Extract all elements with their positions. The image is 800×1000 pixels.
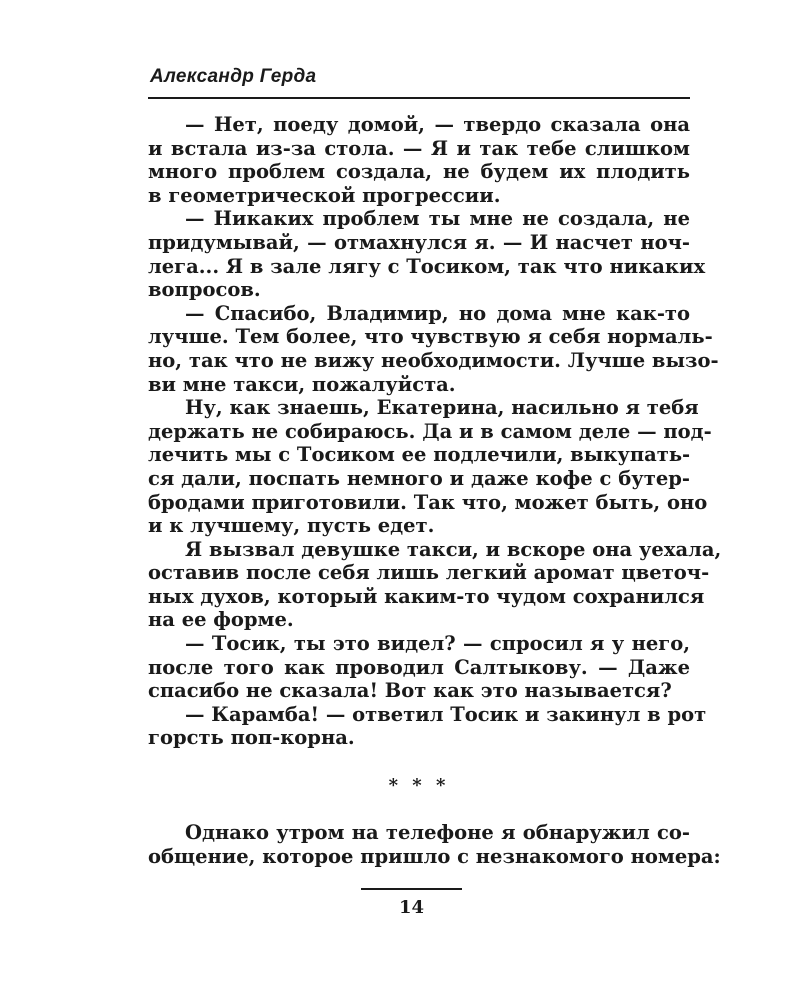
text-line: много проблем создала, не будем их плодить [148, 160, 690, 184]
paragraph [148, 632, 690, 703]
final-paragraph [148, 821, 721, 868]
text-line: лечить мы с Тосиком ее подлечили, выкупать- [148, 443, 691, 467]
text-line: Однако утром на телефоне я обнаружил со- [185, 821, 690, 844]
text-line: — Тосик, ты это видел? — спросил я у него, [185, 632, 690, 656]
text-line: спасибо не сказала! Вот как это называется? [148, 679, 672, 703]
text-line: лега... Я в зале лягу с Тосиком, так что никаких [148, 254, 706, 278]
text-line: ви мне такси, пожалуйста. [148, 372, 456, 396]
text-line: придумывай, — отмахнулся я. — И насчет ноч- [148, 230, 690, 254]
text-line: и встала из-за стола. — Я и так тебе слишком [148, 136, 690, 160]
text-line: лучше. Тем более, что чувствую я себя нормаль- [148, 325, 713, 349]
paragraph [148, 113, 690, 207]
text-line: общение, которое пришло с незнакомого номера: [148, 844, 721, 868]
text-line: ных духов, который каким-то чудом сохранился [148, 584, 705, 608]
text-line: вопросов. [148, 278, 261, 302]
text-line: в геометрической прогрессии. [148, 183, 501, 207]
section-separator: * * * [388, 775, 450, 796]
text-line: держать не собираюсь. Да и в самом деле — под- [148, 419, 712, 443]
footer-rule [361, 888, 462, 890]
text-line: и к лучшему, пусть едет. [148, 514, 435, 538]
text-line: на ее форме. [148, 608, 294, 632]
paragraph [148, 821, 721, 868]
text-line: бродами приготовили. Так что, может быть, оно [148, 490, 708, 514]
text-line: после того как проводил Салтыкову. — Даже [148, 655, 690, 679]
paragraph [148, 301, 719, 396]
paragraph [148, 702, 707, 750]
text-line: горсть поп-корна. [148, 726, 355, 750]
running-head-author: Александр Герда [150, 66, 317, 87]
paragraph [148, 396, 712, 538]
text-line: — Спасибо, Владимир, но дома мне как-то [185, 301, 690, 325]
text-line: ся дали, поспать немного и даже кофе с бутер- [148, 466, 690, 490]
text-line: оставив после себя лишь легкий аромат цветоч- [148, 561, 710, 585]
page-number: 14 [398, 897, 425, 918]
text-line: Я вызвал девушке такси, и вскоре она уехала, [185, 537, 722, 561]
text-line: Ну, как знаешь, Екатерина, насильно я тебя [185, 396, 699, 420]
text-line: но, так что не вижу необходимости. Лучше вызо- [148, 348, 719, 372]
text-line: — Нет, поеду домой, — твердо сказала она [185, 113, 690, 136]
paragraph [148, 537, 722, 632]
header-rule [148, 97, 690, 99]
body-text [148, 113, 722, 750]
text-line: — Карамба! — ответил Тосик и закинул в рот [185, 702, 707, 726]
text-line: — Никаких проблем ты мне не создала, не [185, 207, 690, 231]
paragraph [148, 207, 706, 302]
